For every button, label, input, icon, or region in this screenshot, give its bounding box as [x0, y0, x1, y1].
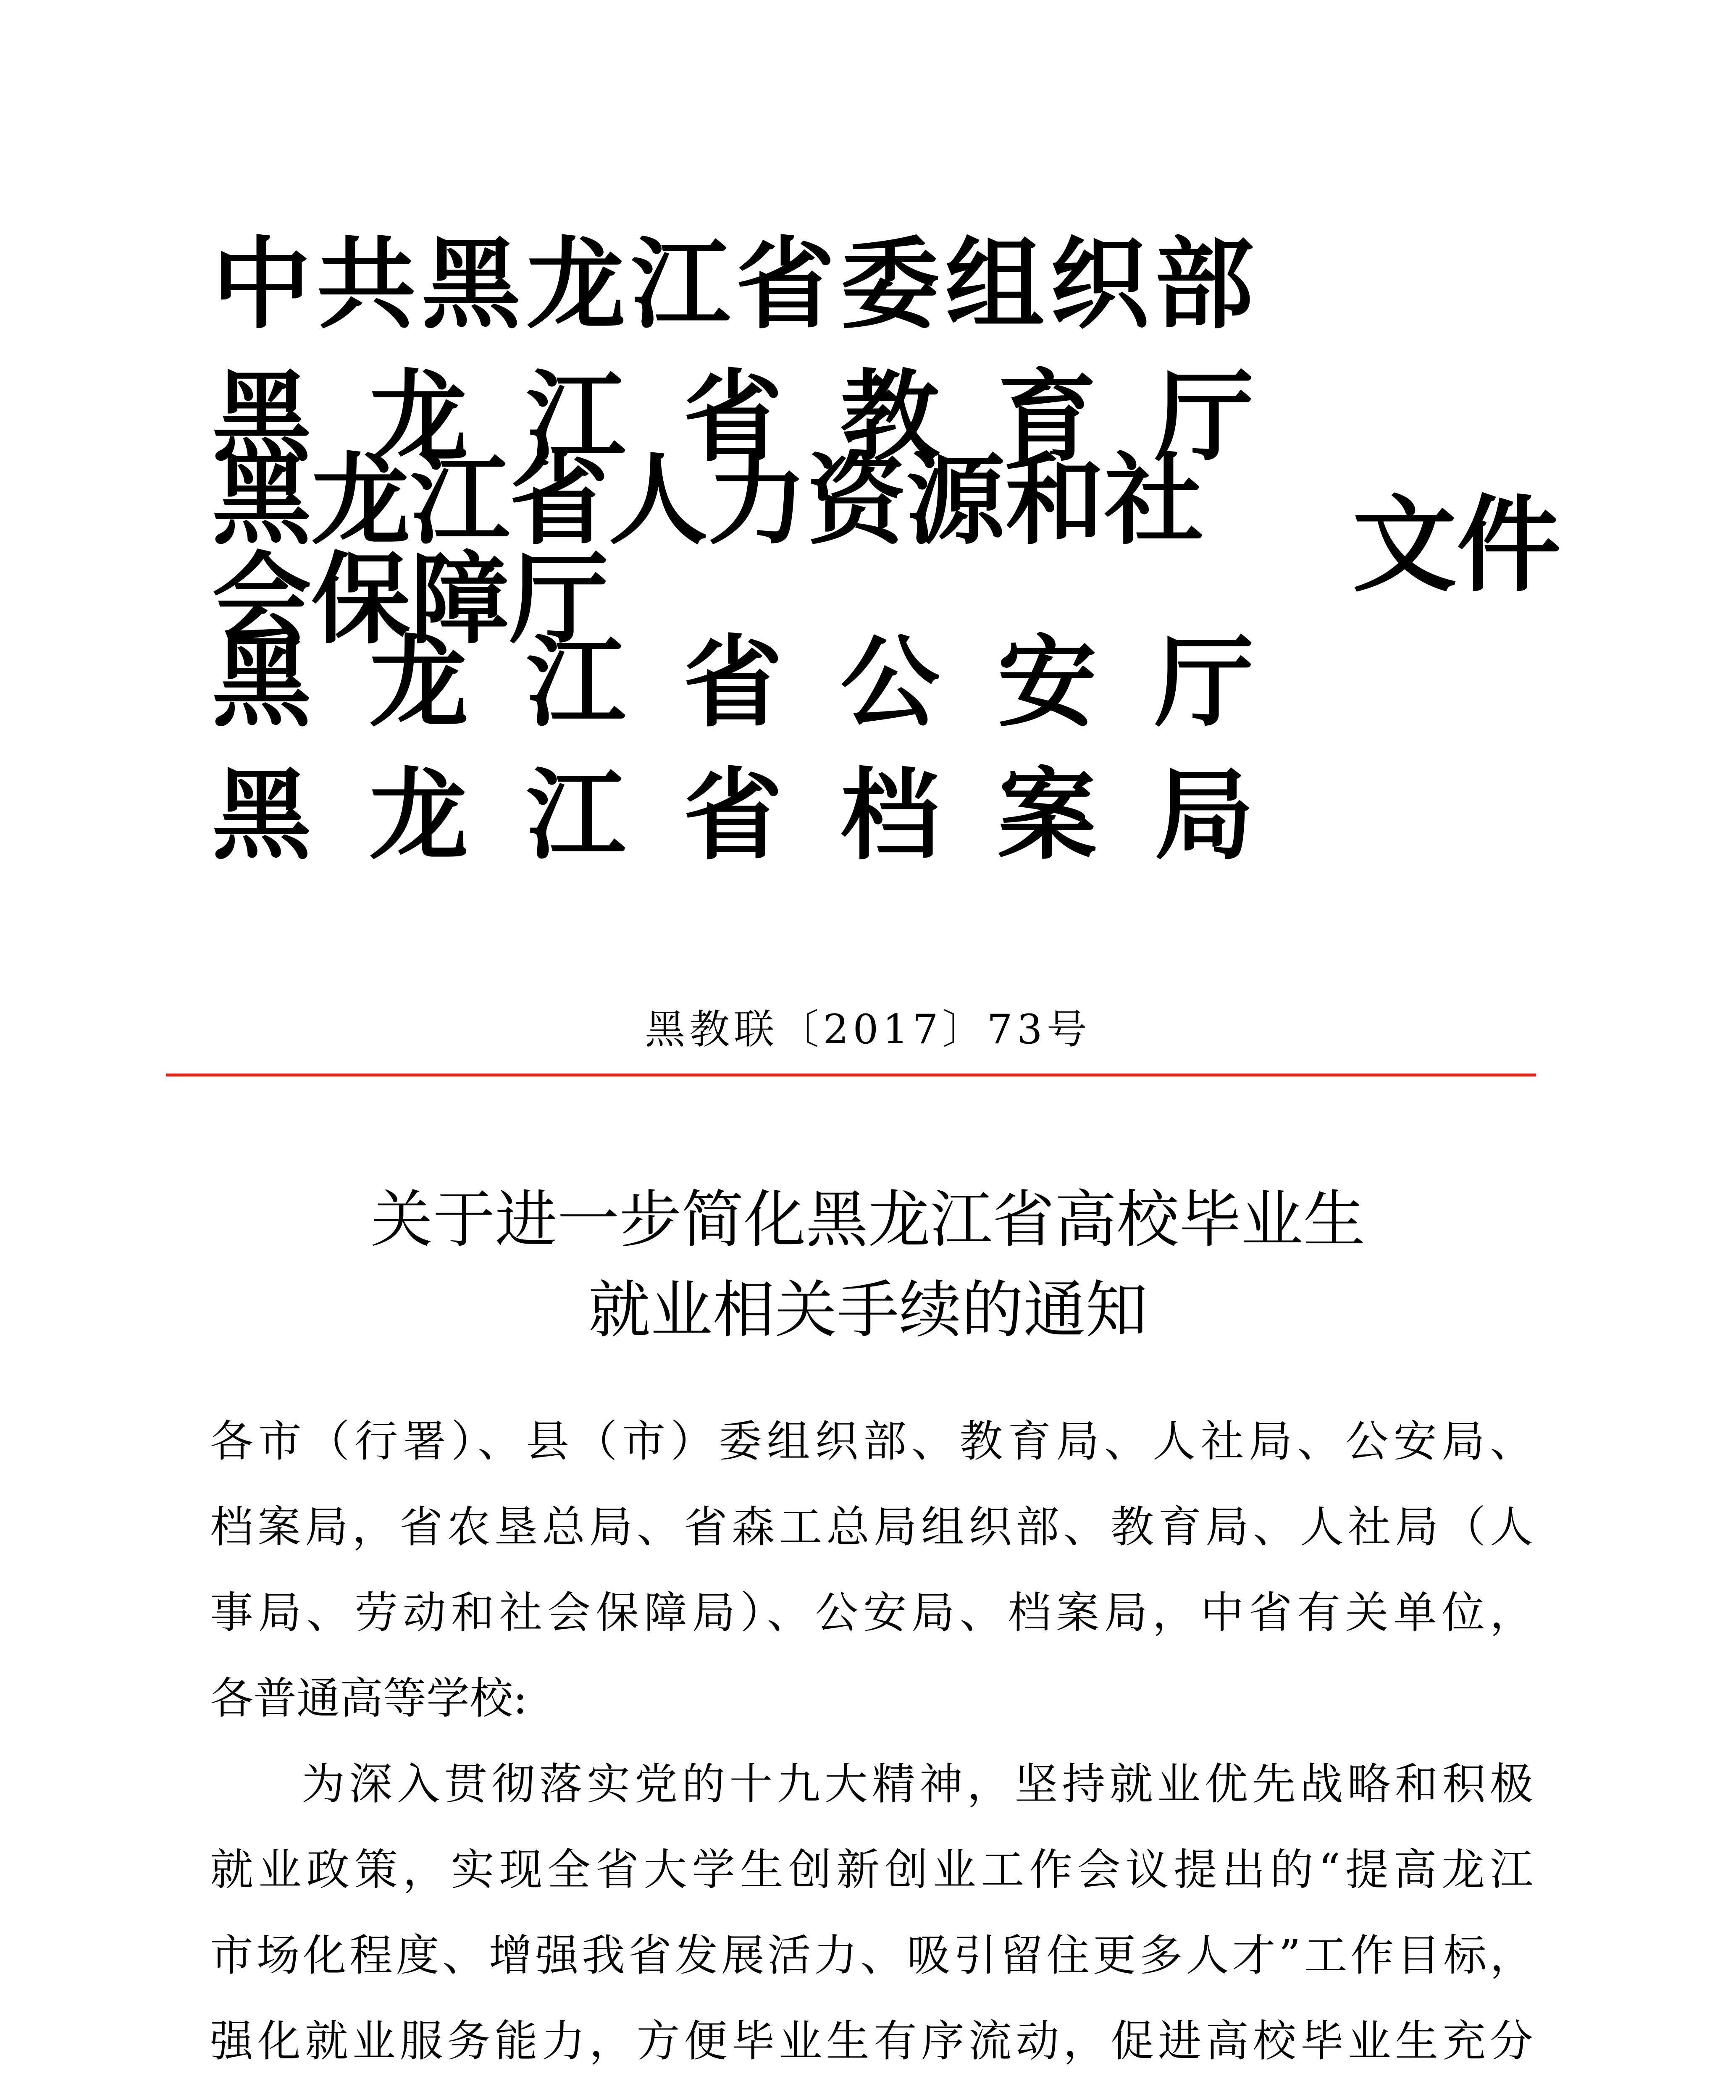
- notice-body: [210, 1399, 1533, 2100]
- body-line: 强化就业服务能力，方便毕业生有序流动，促进高校毕业生充分: [210, 2016, 1533, 2066]
- document-number: 黑教联〔2017〕73号: [645, 1006, 1091, 1053]
- body-line: 事局、劳动和社会保障局）、公安局、档案局，中省有关单位，: [210, 1588, 1533, 1638]
- body-line: 就业政策，实现全省大学生创新创业工作会议提出的“提高龙江: [210, 1845, 1533, 1895]
- issuer-archives-bureau: 黑 龙 江 省 档 案 局: [212, 758, 1254, 873]
- body-line: 各普通高等学校:: [210, 1673, 528, 1724]
- notice-title-line-1: 关于进一步简化黑龙江省高校毕业生: [370, 1184, 1366, 1256]
- body-line: 市场化程度、增强我省发展活力、吸引留住更多人才”工作目标，: [210, 1930, 1533, 1981]
- issuer-education-department: 黑 龙 江 省 教 育 厅: [212, 360, 1254, 475]
- issuer-human-resources-department: 黑龙江省人力资源和社会保障厅: [212, 443, 1204, 657]
- body-line: 为深入贯彻落实党的十九大精神，坚持就业优先战略和积极: [302, 1759, 1533, 1809]
- issuer-public-security-department: 黑 龙 江 省 公 安 厅: [212, 625, 1254, 740]
- body-line: 档案局，省农垦总局、省森工总局组织部、教育局、人社局（人: [210, 1502, 1533, 1552]
- body-line: 各市（行署）、县（市）委组织部、教育局、人社局、公安局、: [210, 1416, 1533, 1467]
- issuer-organization-department: 中 共 黑 龙 江 省 委 组 织 部: [212, 227, 1254, 342]
- document-label: 文件: [1353, 485, 1561, 606]
- red-divider-line: [166, 1074, 1536, 1076]
- body-line: [210, 2084, 1533, 2100]
- issuing-authorities: [212, 218, 1254, 882]
- notice-title-line-2: 就业相关手续的通知: [588, 1274, 1148, 1346]
